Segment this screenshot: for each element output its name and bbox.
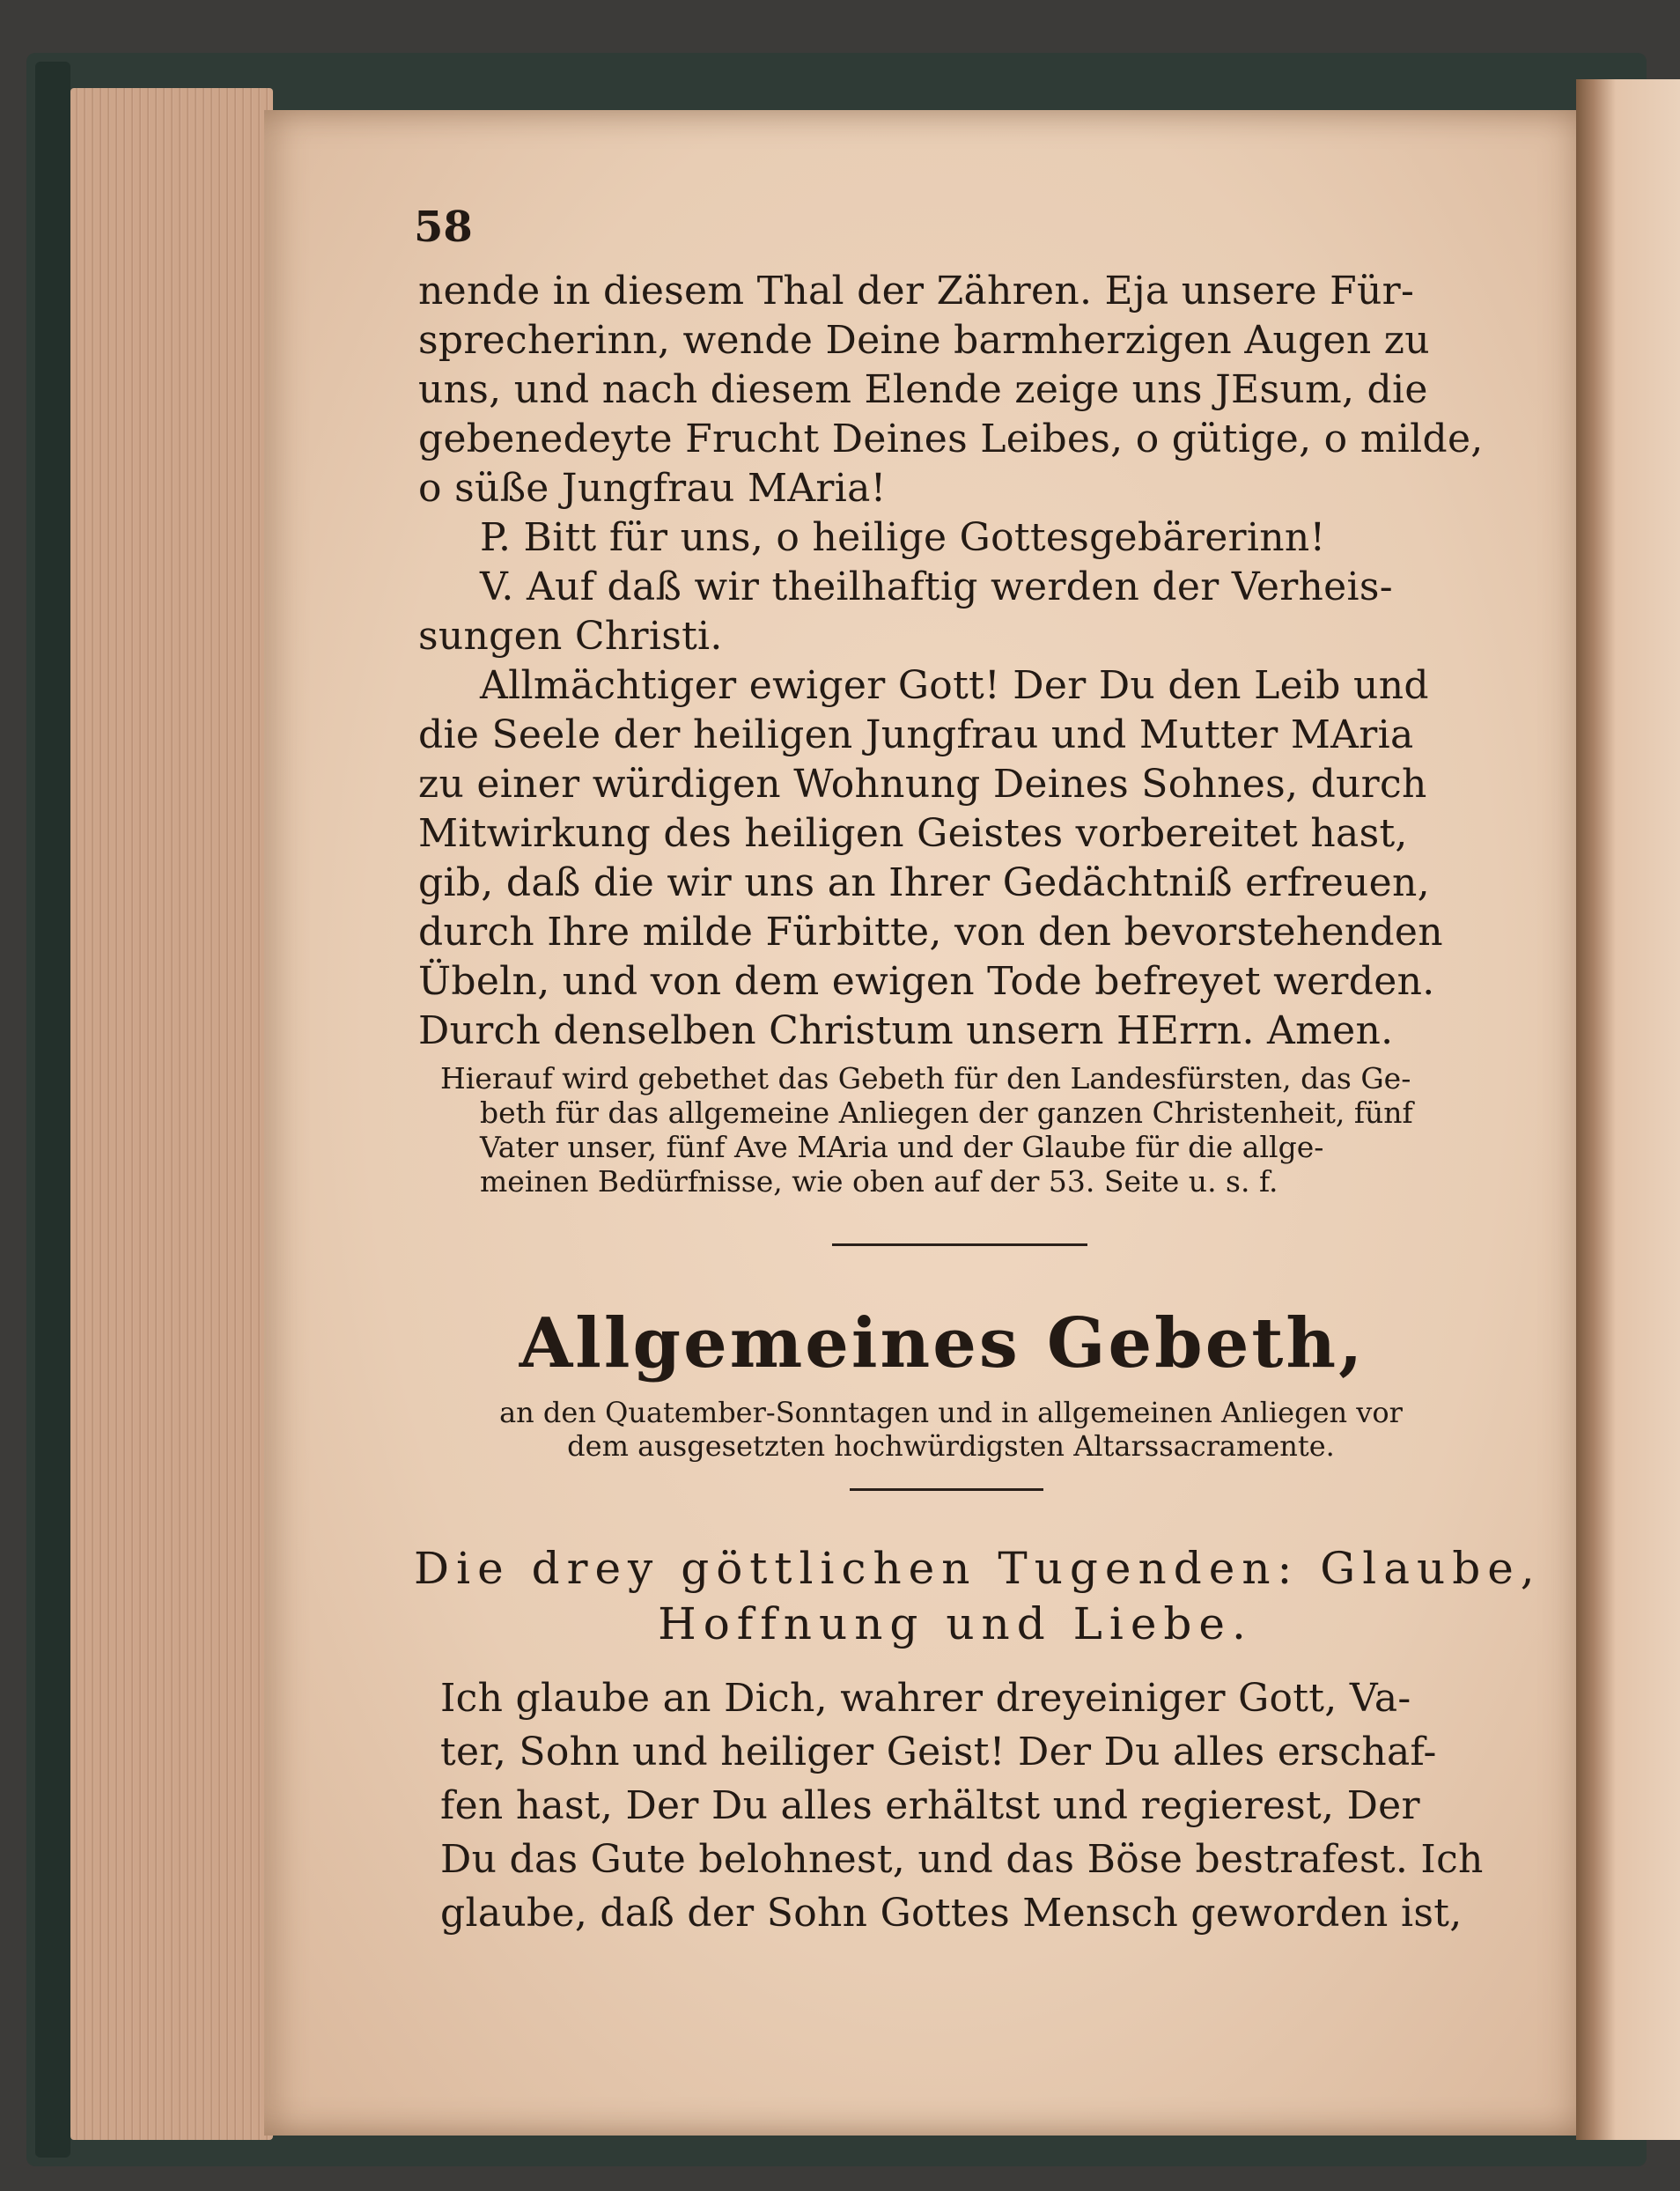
prayer-line: die Seele der heiligen Jungfrau und Mutter MAria [418,712,1414,757]
instruction-line: beth für das allgemeine Anliegen der ganzen Christenheit, fünf [480,1096,1413,1130]
prayer-line: durch Ihre milde Fürbitte, von den bevorstehenden [418,910,1443,955]
prayer-line: Durch denselben Christum unsern HErrn. Amen. [418,1008,1394,1053]
book-cover-edge [35,62,70,2158]
faith-prayer-line: ter, Sohn und heiliger Geist! Der Du alles erschaf- [440,1730,1437,1774]
page-stack-edges [70,88,273,2140]
instruction-line: meinen Bedürfnisse, wie oben auf der 53. Seite u. s. f. [480,1164,1278,1199]
heading-subtitle: dem ausgesetzten hochwürdigsten Altarssacramente. [567,1429,1335,1463]
section-title: Hoffnung und Liebe. [658,1598,1253,1649]
faith-prayer-line: fen hast, Der Du alles erhältst und regierest, Der [440,1783,1420,1828]
heading-subtitle: an den Quatember-Sonntagen und in allgemeinen Anliegen vor [499,1396,1403,1429]
section-title: Die drey göttlichen Tugenden: Glaube, [414,1543,1542,1594]
divider-rule [832,1243,1087,1246]
prayer-line: sungen Christi. [418,614,723,659]
heading-title: Allgemeines Gebeth, [519,1303,1366,1383]
prayer-line: sprecherinn, wende Deine barmherzigen Augen zu [418,318,1430,363]
faith-prayer-line: glaube, daß der Sohn Gottes Mensch geworden ist, [440,1891,1463,1936]
faith-prayer-line: Du das Gute belohnest, und das Böse bestrafest. Ich [440,1837,1484,1882]
prayer-line: o süße Jungfrau MAria! [418,466,887,511]
instruction-line: Vater unser, fünf Ave MAria und der Glaube für die allge- [480,1130,1324,1164]
prayer-line: gib, daß die wir uns an Ihrer Gedächtniß erfreuen, [418,860,1430,905]
faith-prayer-line: Ich glaube an Dich, wahrer dreyeiniger Gott, Va- [440,1676,1411,1721]
book-gutter [1576,79,1680,2140]
prayer-line-response: P. Bitt für uns, o heilige Gottesgebärerinn! [480,515,1326,560]
page-number: 58 [414,203,473,252]
prayer-line: Allmächtiger ewiger Gott! Der Du den Leib und [480,663,1429,708]
divider-rule [850,1488,1043,1491]
instruction-line: Hierauf wird gebethet das Gebeth für den Landesfürsten, das Ge- [440,1061,1411,1096]
prayer-line: uns, und nach diesem Elende zeige uns JEsum, die [418,367,1428,412]
prayer-line: Mitwirkung des heiligen Geistes vorbereitet hast, [418,811,1408,856]
prayer-line: Übeln, und von dem ewigen Tode befreyet werden. [418,959,1435,1004]
prayer-line-versicle: V. Auf daß wir theilhaftig werden der Verheis- [480,564,1393,609]
prayer-line: zu einer würdigen Wohnung Deines Sohnes, durch [418,762,1427,807]
prayer-line: gebenedeyte Frucht Deines Leibes, o gütige, o milde, [418,417,1484,461]
prayer-line: nende in diesem Thal der Zähren. Eja unsere Für- [418,269,1415,314]
